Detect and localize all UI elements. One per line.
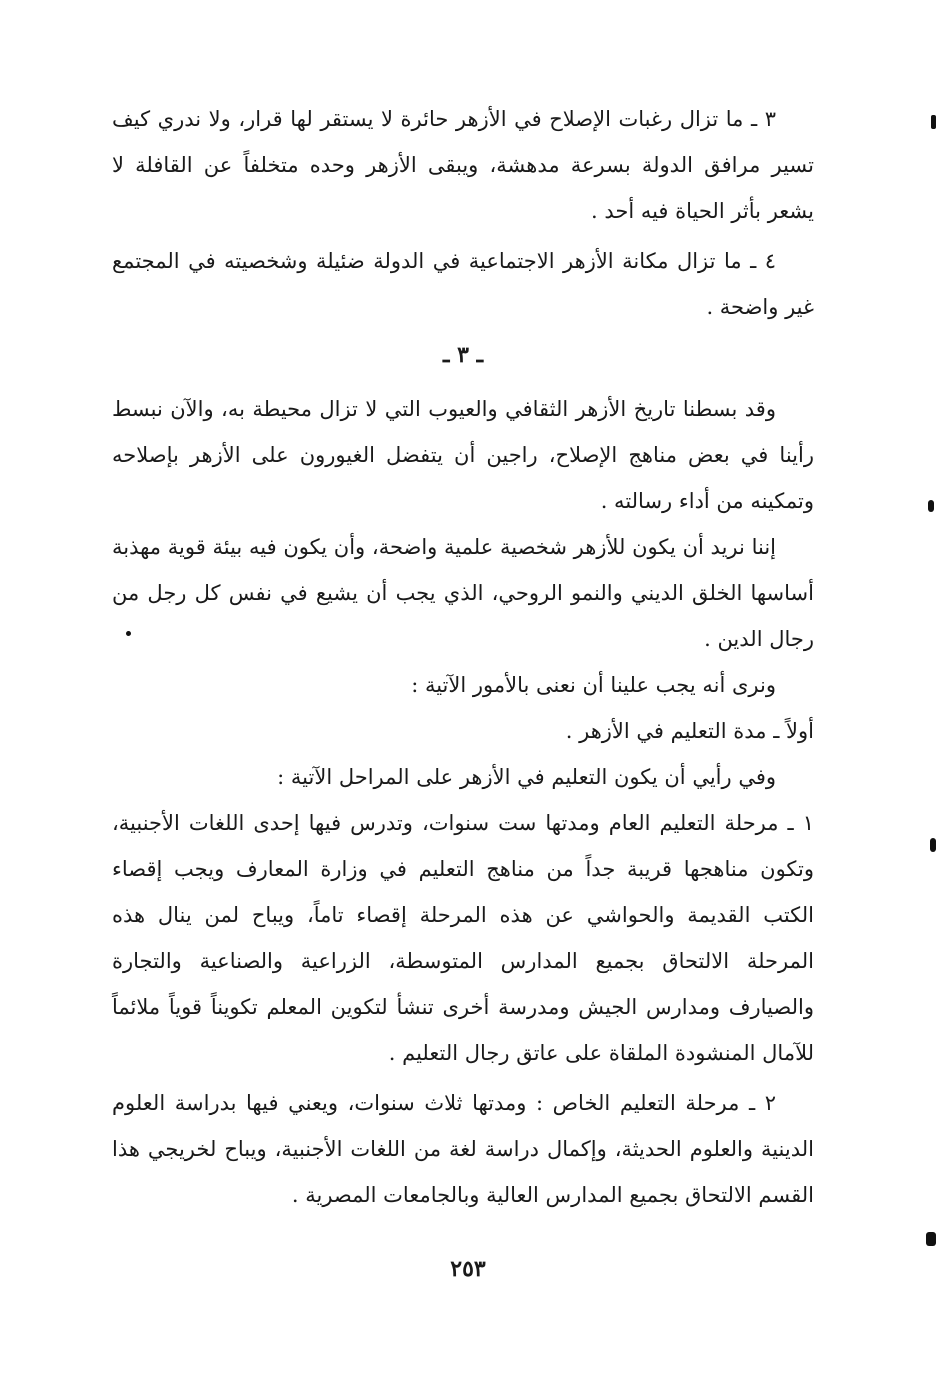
paragraph-point-4: ٤ ـ ما تزال مكانة الأزهر الاجتماعية في الدولة ضئيلة وشخصيته في المجتمع غير واضحة . (112, 249, 814, 319)
paragraph-stage-2: ٢ ـ مرحلة التعليم الخاص : ومدتها ثلاث سنوات، ويعني فيها بدراسة العلوم الدينية والعلوم الحديثة، وإكمال دراسة لغة من اللغات الأجنبية، ويباح لخريجي هذا القسم الالتحاق بجميع المدارس العالية وبالجامعات المصرية . (112, 1091, 814, 1207)
paragraph-intro: وقد بسطنا تاريخ الأزهر الثقافي والعيوب التي لا تزال محيطة به، والآن نبسط رأينا في بعض مناهج الإصلاح، راجين أن يتفضل الغيورون على الأزهر بإصلاحه وتمكينه من أداء رسالته . (112, 397, 814, 513)
page-number: ٢٥٣ (450, 1256, 486, 1282)
paragraph-point-3: ٣ ـ ما تزال رغبات الإصلاح في الأزهر حائرة لا يستقر لها قرار، ولا ندري كيف تسير مرافق الدولة بسرعة مدهشة، ويبقى الأزهر وحده متخلفاً عن القافلة لا يشعر بأثر الحياة فيه أحد . (112, 107, 814, 223)
paragraph-identity: إننا نريد أن يكون للأزهر شخصية علمية واضحة، وأن يكون فيه بيئة قوية مهذبة أساسها الخلق الديني والنمو الروحي، الذي يجب أن يشيع في نفس كل رجل من رجال الدين . (112, 535, 814, 651)
paragraph-stage-1: ١ ـ مرحلة التعليم العام ومدتها ست سنوات، وتدرس فيها إحدى اللغات الأجنبية، وتكون مناهجها قريبة جداً من مناهج التعليم في وزارة المعارف ويجب إقصاء الكتب القديمة والحواشي عن هذه المرحلة إقصاء تاماً، ويباح لمن ينال هذه المرحلة الالتحاق بجميع المدارس المتوسطة، الزراعية والصناعية والتجارة والصيارف ومدارس الجيش ومدرسة أخرى تنشأ لتكوين المعلم تكويناً قوياً ملائماً للآمال المنشودة الملقاة على عاتق رجال التعليم . (112, 811, 814, 1065)
section-number: ـ ٣ ـ (442, 342, 484, 368)
paragraph-matters: ونرى أنه يجب علينا أن نعنى بالأمور الآتية : (411, 673, 776, 697)
scan-speck (928, 500, 934, 512)
scan-speck (126, 631, 131, 636)
paragraph-stages-intro: وفي رأيي أن يكون التعليم في الأزهر على المراحل الآتية : (277, 765, 776, 789)
scan-speck (931, 115, 936, 129)
page-body (112, 96, 814, 1218)
heading-first-duration: أولاً ـ مدة التعليم في الأزهر . (565, 719, 814, 743)
scan-speck (930, 838, 936, 852)
scan-speck (926, 1232, 936, 1246)
